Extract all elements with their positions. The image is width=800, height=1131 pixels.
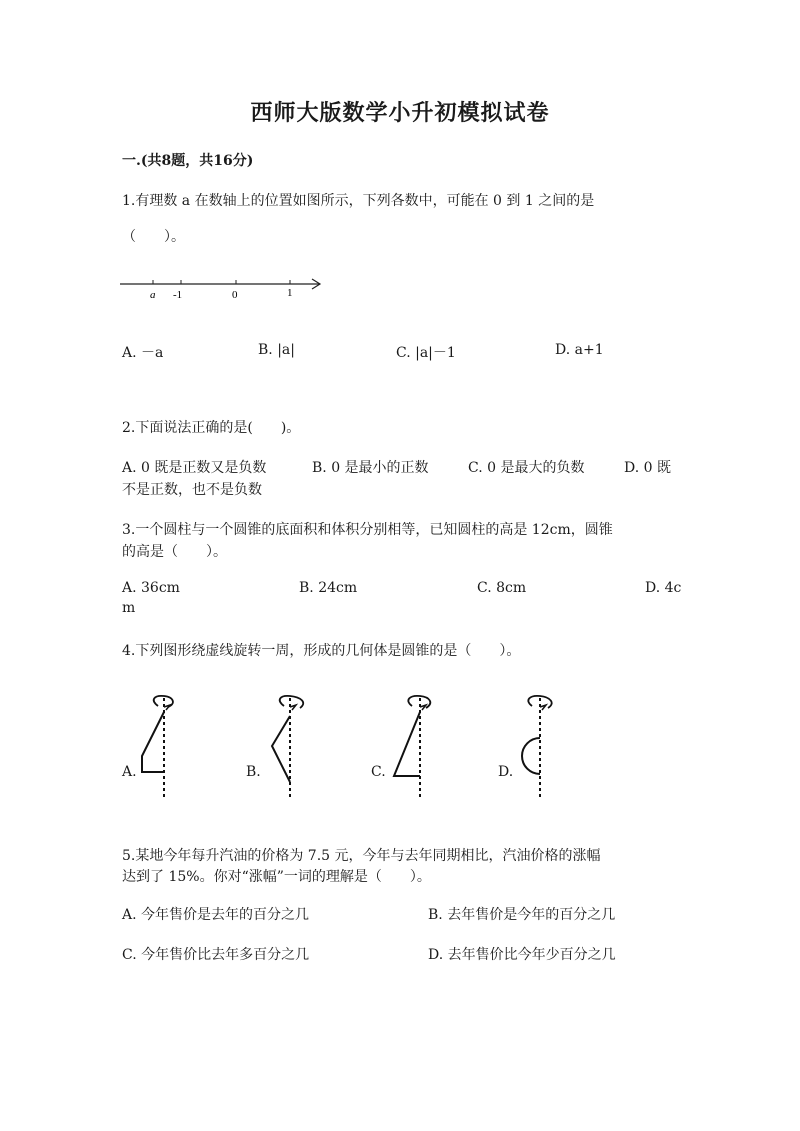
- q1-option-d: D. a+1: [555, 342, 604, 358]
- shape-b: [272, 716, 290, 782]
- q1-stem-line1: 1.有理数 a 在数轴上的位置如图所示，下列各数中，可能在 0 到 1 之间的是: [122, 193, 595, 209]
- q3-stem-line1: 3.一个圆柱与一个圆锥的底面积和体积分别相等，已知圆柱的高是 12cm，圆锥: [122, 522, 613, 538]
- label-neg1: -1: [173, 289, 183, 301]
- q4-option-a-label: A.: [122, 764, 137, 780]
- page-title: 西师大版数学小升初模拟试卷: [250, 100, 550, 126]
- q3-option-b: B. 24cm: [299, 580, 358, 596]
- q3-option-d: D. 4c: [645, 580, 682, 596]
- q2-option-d-continuation: 不是正数，也不是负数: [122, 482, 262, 498]
- q3-option-d-continuation: m: [122, 600, 136, 616]
- q1-option-c: C. |a|－1: [396, 345, 456, 361]
- figure-a: [140, 694, 180, 802]
- q5-stem-line1: 5.某地今年每升汽油的价格为 7.5 元，今年与去年同期相比，汽油价格的涨幅: [122, 848, 601, 864]
- q2-option-b: B. 0 是最小的正数: [312, 460, 429, 476]
- q5-option-b: B. 去年售价是今年的百分之几: [428, 907, 616, 923]
- q2-stem: 2.下面说法正确的是( )。: [122, 420, 301, 436]
- shape-d: [522, 738, 540, 774]
- q2-option-a: A. 0 既是正数又是负数: [122, 460, 267, 476]
- q3-option-c: C. 8cm: [477, 580, 527, 596]
- shape-a: [142, 712, 164, 772]
- figure-b: [266, 694, 316, 802]
- q5-option-d: D. 去年售价比今年少百分之几: [428, 947, 616, 963]
- q1-stem-line2: （ ）。: [122, 229, 185, 245]
- q3-option-a: A. 36cm: [122, 580, 180, 596]
- figure-d: [512, 694, 562, 802]
- q2-option-d: D. 0 既: [624, 460, 671, 476]
- label-1: 1: [287, 287, 293, 299]
- q5-option-a: A. 今年售价是去年的百分之几: [122, 907, 310, 923]
- label-a: a: [150, 289, 156, 301]
- q4-option-c-label: C.: [371, 764, 386, 780]
- q1-option-b: B. |a|: [258, 342, 295, 358]
- q3-stem-line2: 的高是（ ）。: [122, 544, 227, 560]
- shape-c: [394, 712, 420, 776]
- q4-stem: 4.下列图形绕虚线旋转一周，形成的几何体是圆锥的是（ ）。: [122, 643, 521, 659]
- q4-option-b-label: B.: [246, 764, 261, 780]
- label-0: 0: [232, 289, 238, 301]
- number-line-figure: [120, 274, 330, 304]
- q4-option-d-label: D.: [498, 764, 514, 780]
- q1-option-a: A. －a: [122, 345, 164, 361]
- figure-c: [390, 694, 440, 802]
- q5-stem-line2: 达到了 15%。你对“涨幅”一词的理解是（ ）。: [122, 869, 431, 885]
- q5-option-c: C. 今年售价比去年多百分之几: [122, 947, 310, 963]
- q2-option-c: C. 0 是最大的负数: [468, 460, 585, 476]
- section-heading: 一.(共8题，共16分): [122, 153, 254, 169]
